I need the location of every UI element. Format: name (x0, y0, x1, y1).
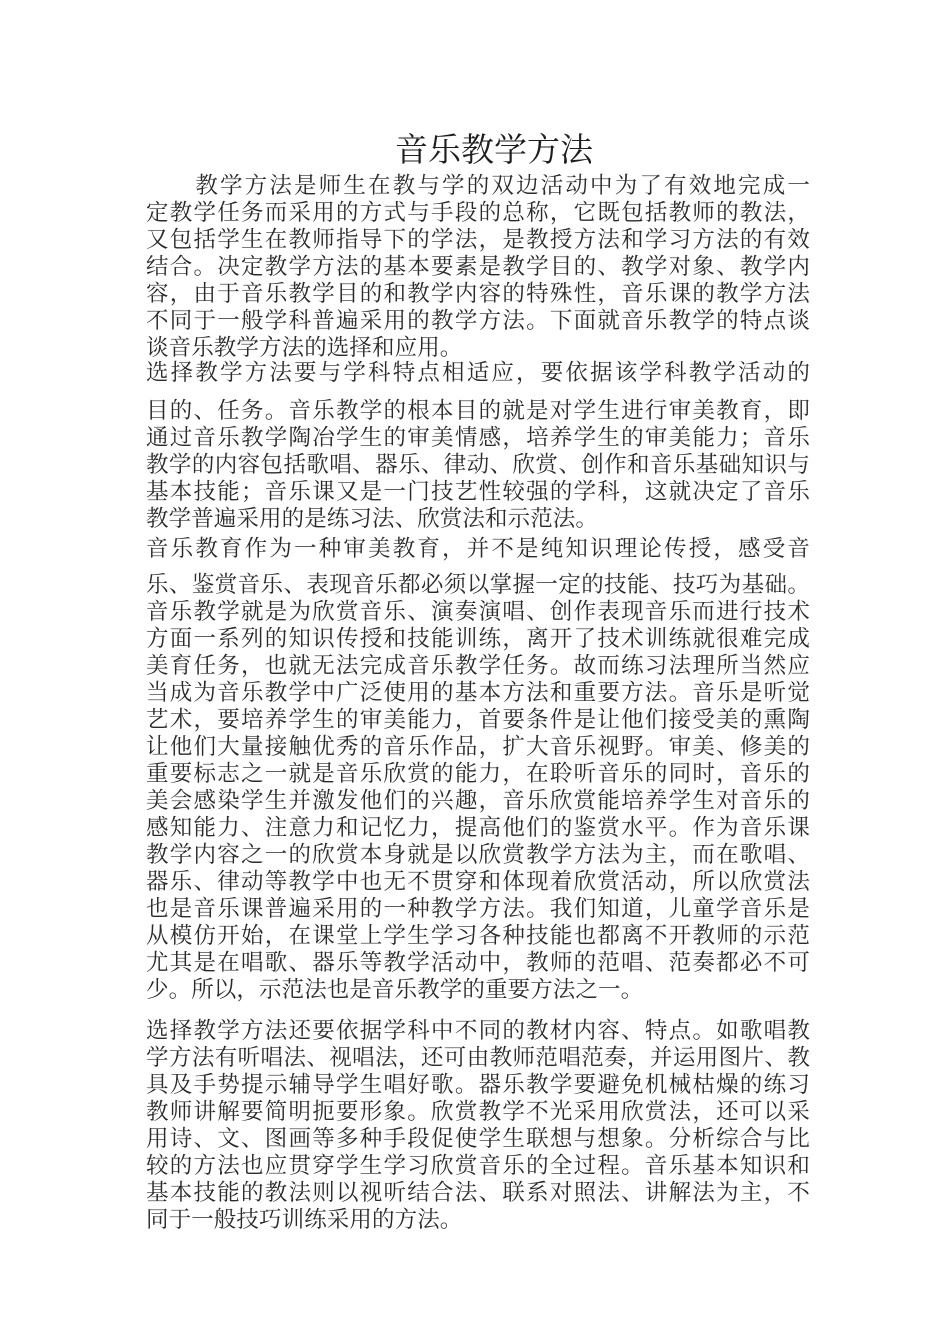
text-line: 较的方法也应贯穿学生学习欣赏音乐的全过程。音乐基本知识和 (146, 1153, 810, 1179)
text-line: 通过音乐教学陶冶学生的审美情感，培养学生的审美能力；音乐 (146, 425, 810, 451)
text-line: 艺术，要培养学生的审美能力，首要条件是让他们接受美的熏陶 (146, 707, 810, 733)
text-line: 容，由于音乐教学目的和教学内容的特殊性，音乐课的教学方法 (146, 281, 810, 307)
text-line: 也是音乐课普遍采用的一种教学方法。我们知道，儿童学音乐是 (146, 896, 810, 922)
text-line: 结合。决定教学方法的基本要素是教学目的、教学对象、教学内 (146, 254, 810, 280)
text-line: 感知能力、注意力和记忆力，提高他们的鉴赏水平。作为音乐课 (146, 815, 810, 841)
text-line: 器乐、律动等教学中也无不贯穿和体现着欣赏活动，所以欣赏法 (146, 869, 810, 895)
text-line: 定教学任务而采用的方式与手段的总称，它既包括教师的教法， (146, 200, 810, 226)
text-line: 音乐教学就是为欣赏音乐、演奏演唱、创作表现音乐而进行技术 (146, 599, 810, 625)
text-line: 不同于一般学科普遍采用的教学方法。下面就音乐教学的特点谈 (146, 308, 810, 334)
paragraph-2-body (146, 398, 810, 533)
text-line: 从模仿开始，在课堂上学生学习各种技能也都离不开教师的示范 (146, 923, 810, 949)
text-line: 美育任务，也就无法完成音乐教学任务。故而练习法理所当然应 (146, 653, 810, 679)
text-line: 教学内容之一的欣赏本身就是以欣赏教学方法为主，而在歌唱、 (146, 842, 810, 868)
text-line: 尤其是在唱歌、器乐等教学活动中，教师的范唱、范奏都必不可 (146, 950, 810, 976)
text-line: 让他们大量接触优秀的音乐作品，扩大音乐视野。审美、修美的 (146, 734, 810, 760)
text-line: 基本技能；音乐课又是一门技艺性较强的学科，这就决定了音乐 (146, 479, 810, 505)
text-line: 目的、任务。音乐教学的根本目的就是对学生进行审美教育，即 (146, 398, 810, 424)
paragraph-1 (146, 173, 810, 362)
text-line: 少。所以，示范法也是音乐教学的重要方法之一。 (146, 977, 644, 1003)
text-line: 重要标志之一就是音乐欣赏的能力，在聆听音乐的同时，音乐的 (146, 761, 810, 787)
text-line: 当成为音乐教学中广泛使用的基本方法和重要方法。音乐是听觉 (146, 680, 810, 706)
paragraph-4 (146, 1018, 810, 1234)
page-title: 音乐教学方法 (395, 130, 593, 169)
text-line: 学方法有听唱法、视唱法，还可由教师范唱范奏，并运用图片、教 (146, 1045, 810, 1071)
text-line: 乐、鉴赏音乐、表现音乐都必须以掌握一定的技能、技巧为基础。 (146, 572, 810, 598)
text-line: 教学的内容包括歌唱、器乐、律动、欣赏、创作和音乐基础知识与 (146, 452, 810, 478)
paragraph-2-heading (146, 360, 810, 387)
text-line: 方面一系列的知识传授和技能训练，离开了技术训练就很难完成 (146, 626, 810, 652)
text-line: 教学方法是师生在教与学的双边活动中为了有效地完成一 (146, 173, 810, 199)
text-line: 音乐教育作为一种审美教育，并不是纯知识理论传授，感受音 (146, 536, 810, 562)
paragraph-3-body (146, 572, 810, 1004)
text-line: 选择教学方法要与学科特点相适应，要依据该学科教学活动的 (146, 360, 810, 386)
text-line: 又包括学生在教师指导下的学法，是教授方法和学习方法的有效 (146, 227, 810, 253)
text-line: 基本技能的教法则以视听结合法、联系对照法、讲解法为主，不 (146, 1180, 810, 1206)
text-line: 用诗、文、图画等多种手段促使学生联想与想象。分析综合与比 (146, 1126, 810, 1152)
text-line: 同于一般技巧训练采用的方法。 (146, 1207, 463, 1233)
paragraph-3-heading (146, 536, 810, 563)
text-line: 选择教学方法还要依据学科中不同的教材内容、特点。如歌唱教 (146, 1018, 810, 1044)
text-line: 教学普遍采用的是练习法、欣赏法和示范法。 (146, 506, 599, 532)
text-line: 美会感染学生并激发他们的兴趣，音乐欣赏能培养学生对音乐的 (146, 788, 810, 814)
text-line: 具及手势提示辅导学生唱好歌。器乐教学要避免机械枯燥的练习 (146, 1072, 810, 1098)
text-line: 谈音乐教学方法的选择和应用。 (146, 335, 463, 361)
text-line: 教师讲解要简明扼要形象。欣赏教学不光采用欣赏法，还可以采 (146, 1099, 810, 1125)
